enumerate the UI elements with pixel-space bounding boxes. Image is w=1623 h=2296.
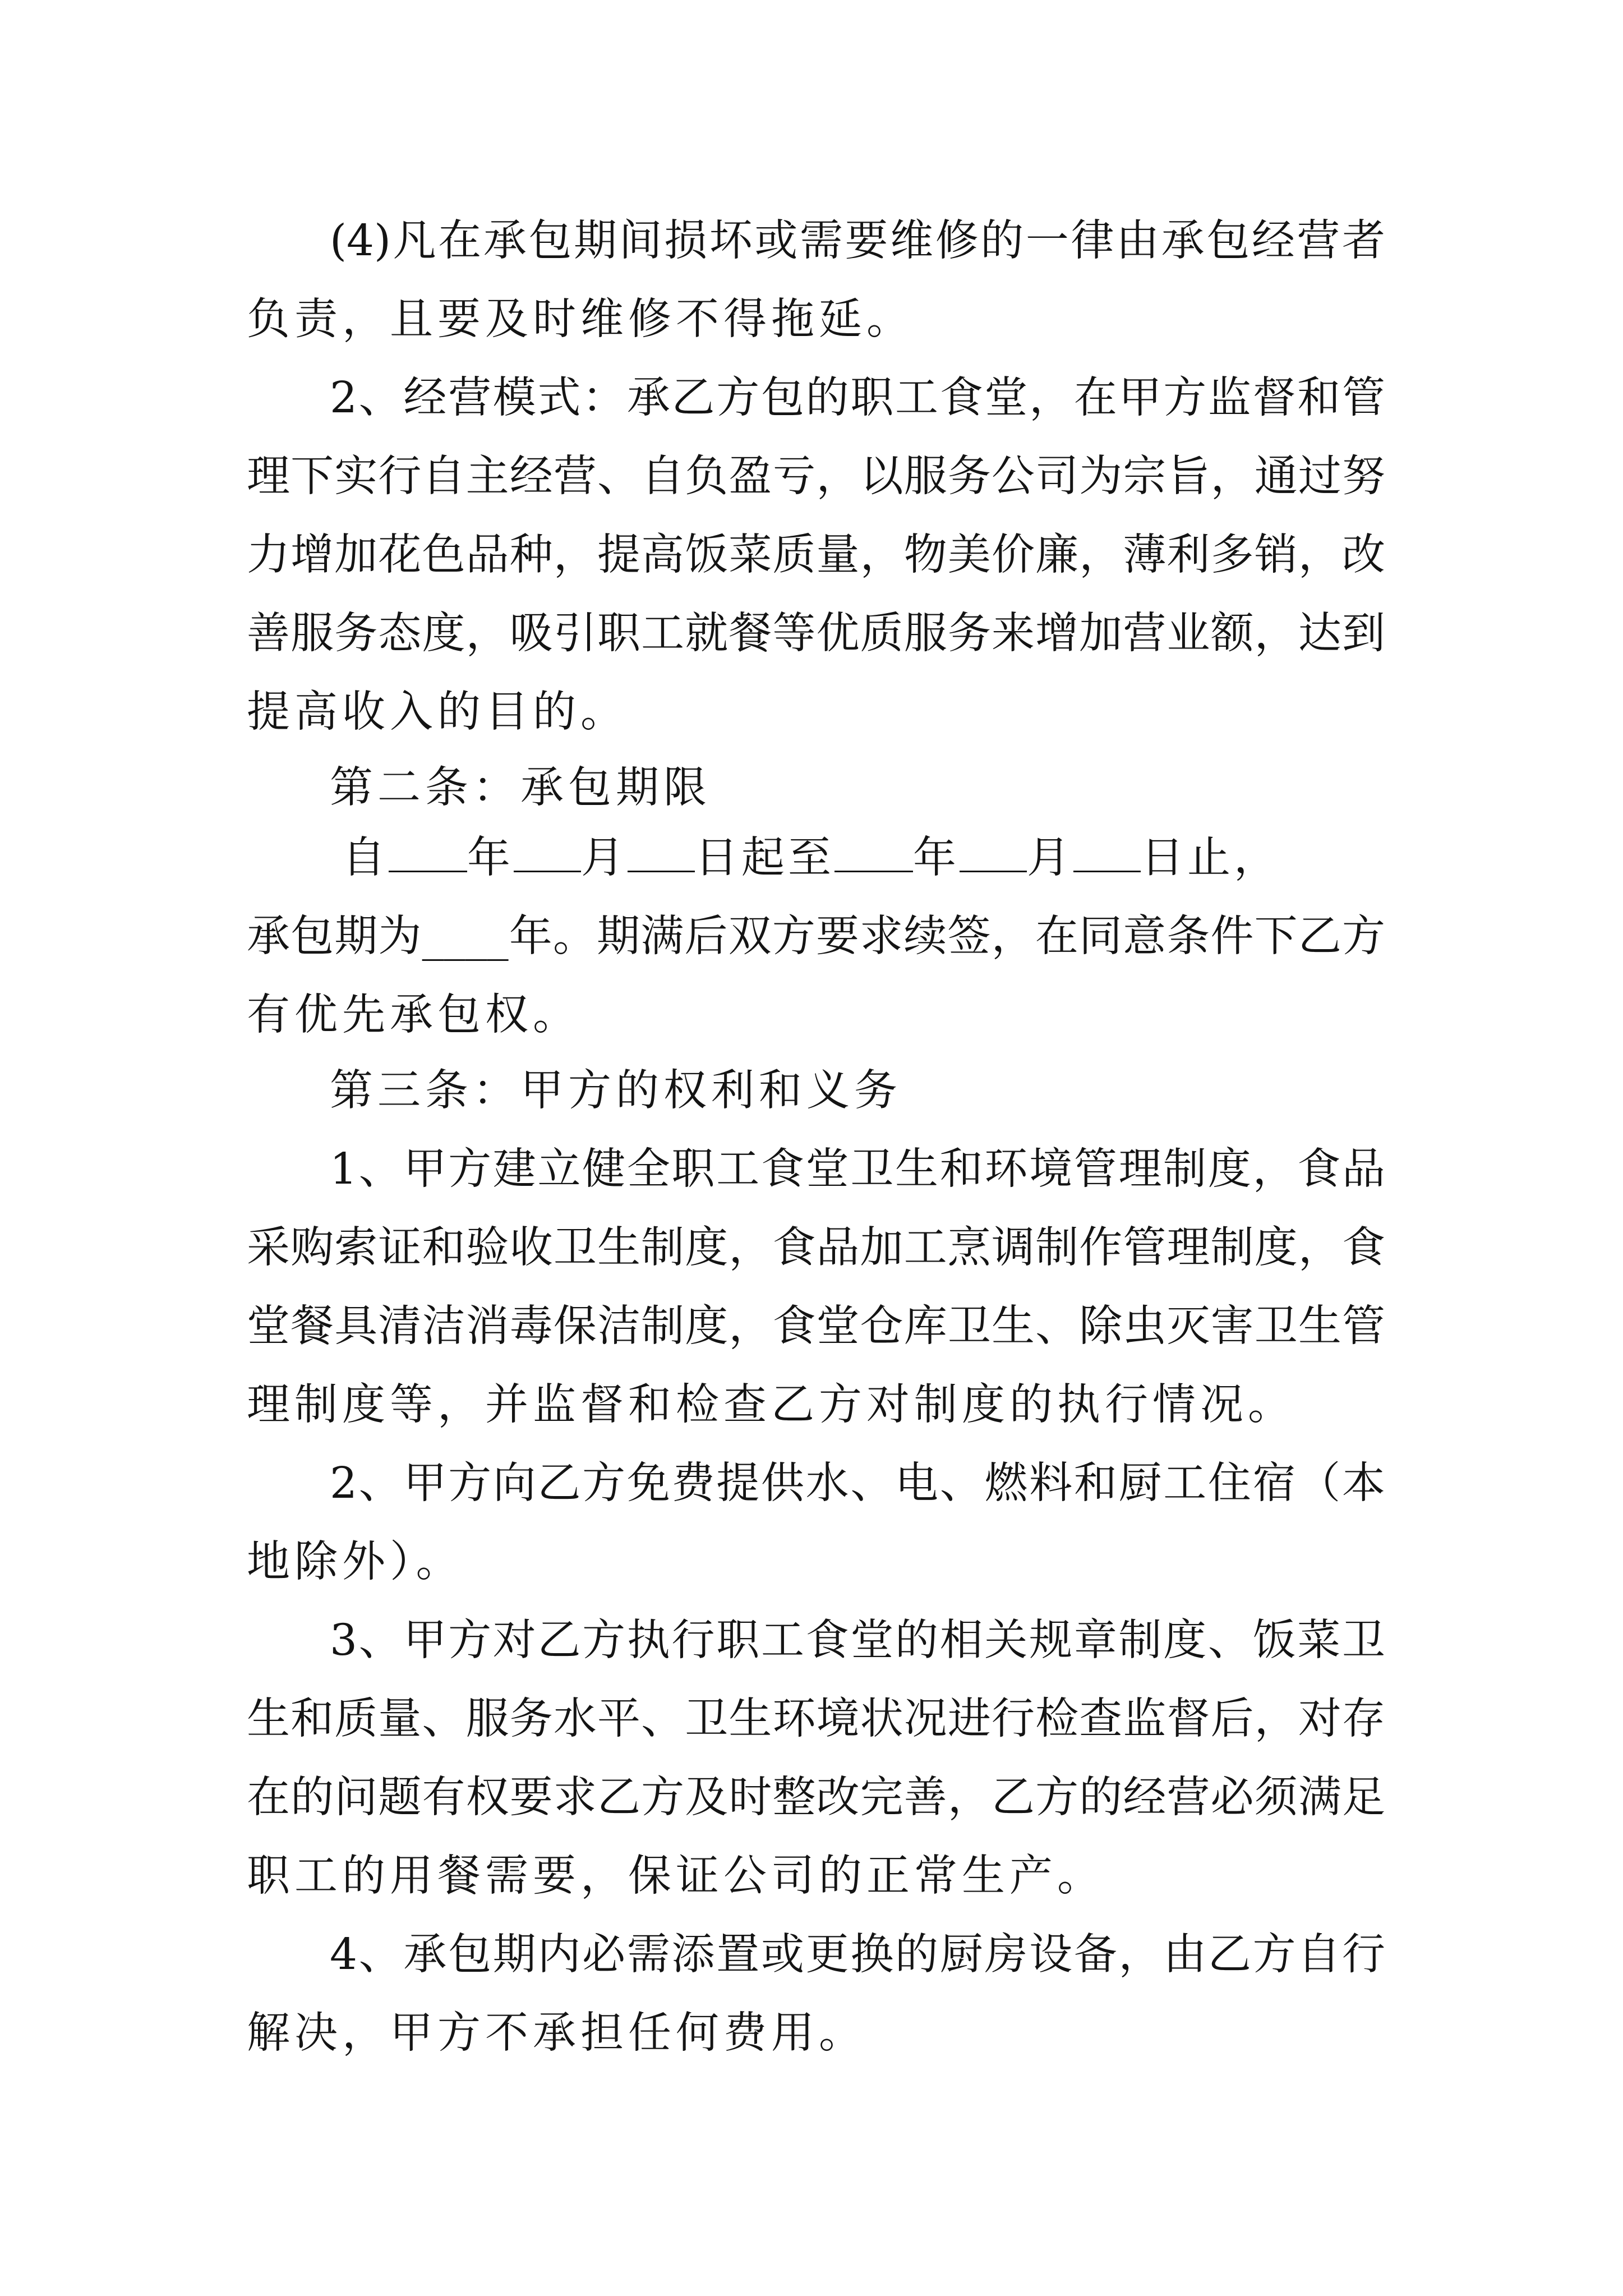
day-blank [1073, 831, 1141, 872]
paragraph-line: 4、承包期内必需添置或更换的厨房设备，由乙方自行 [330, 1930, 1385, 1980]
paragraph-line: 理下实行自主经营、自负盈亏，以服务公司为宗旨，通过努 [247, 452, 1385, 501]
term-text: 月 [1027, 833, 1073, 883]
paragraph-line: 3、甲方对乙方执行职工食堂的相关规章制度、饭菜卫 [330, 1616, 1385, 1665]
paragraph-line: 采购索证和验收卫生制度，食品加工烹调制作管理制度，食 [247, 1223, 1385, 1273]
term-text: 年 [913, 833, 960, 883]
paragraph-line: 善服务态度，吸引职工就餐等优质服务来增加营业额，达到 [247, 609, 1385, 659]
paragraph-line: 2、经营模式：承乙方包的职工食堂，在甲方监督和管 [330, 373, 1385, 423]
term-text: 年 [467, 833, 514, 883]
year-blank [834, 831, 913, 872]
paragraph-line: 1、甲方建立健全职工食堂卫生和环境管理制度，食品 [330, 1144, 1385, 1194]
paragraph-line: 承包期为____年。期满后双方要求续签，在同意条件下乙方 [247, 912, 1385, 961]
month-blank [514, 831, 581, 872]
term-text: 日止， [1141, 833, 1280, 883]
paragraph-line: 2、甲方向乙方免费提供水、电、燃料和厨工住宿（本 [330, 1458, 1385, 1508]
section-heading: 第二条：承包期限 [330, 763, 711, 813]
paragraph-line: 提高收入的目的。 [247, 687, 628, 737]
term-text: 日起至 [695, 833, 834, 883]
paragraph-line: 职工的用餐需要，保证公司的正常生产。 [247, 1851, 1105, 1901]
paragraph-line: 理制度等，并监督和检查乙方对制度的执行情况。 [247, 1380, 1295, 1430]
term-text: 自 [342, 833, 389, 883]
paragraph-line: 力增加花色品种，提高饭菜质量，物美价廉，薄利多销，改 [247, 530, 1385, 580]
paragraph-line: 负责，且要及时维修不得拖延。 [247, 295, 914, 344]
paragraph-line: 生和质量、服务水平、卫生环境状况进行检查监督后，对存 [247, 1694, 1385, 1744]
year-blank [389, 831, 467, 872]
term-text: 月 [581, 833, 628, 883]
day-blank [628, 831, 695, 872]
paragraph-line: 在的问题有权要求乙方及时整改完善，乙方的经营必须满足 [247, 1773, 1385, 1823]
paragraph-line: 地除外）。 [247, 1537, 464, 1587]
paragraph-line: 有优先承包权。 [247, 990, 580, 1040]
paragraph-line: 堂餐具清洁消毒保洁制度，食堂仓库卫生、除虫灭害卫生管 [247, 1301, 1385, 1351]
section-heading: 第三条：甲方的权利和义务 [330, 1066, 902, 1116]
paragraph-line: (4)凡在承包期间损坏或需要维修的一律由承包经营者 [330, 216, 1385, 266]
term-dates-line [342, 830, 1280, 886]
paragraph-line: 解决，甲方不承担任何费用。 [247, 2008, 866, 2058]
month-blank [960, 831, 1027, 872]
